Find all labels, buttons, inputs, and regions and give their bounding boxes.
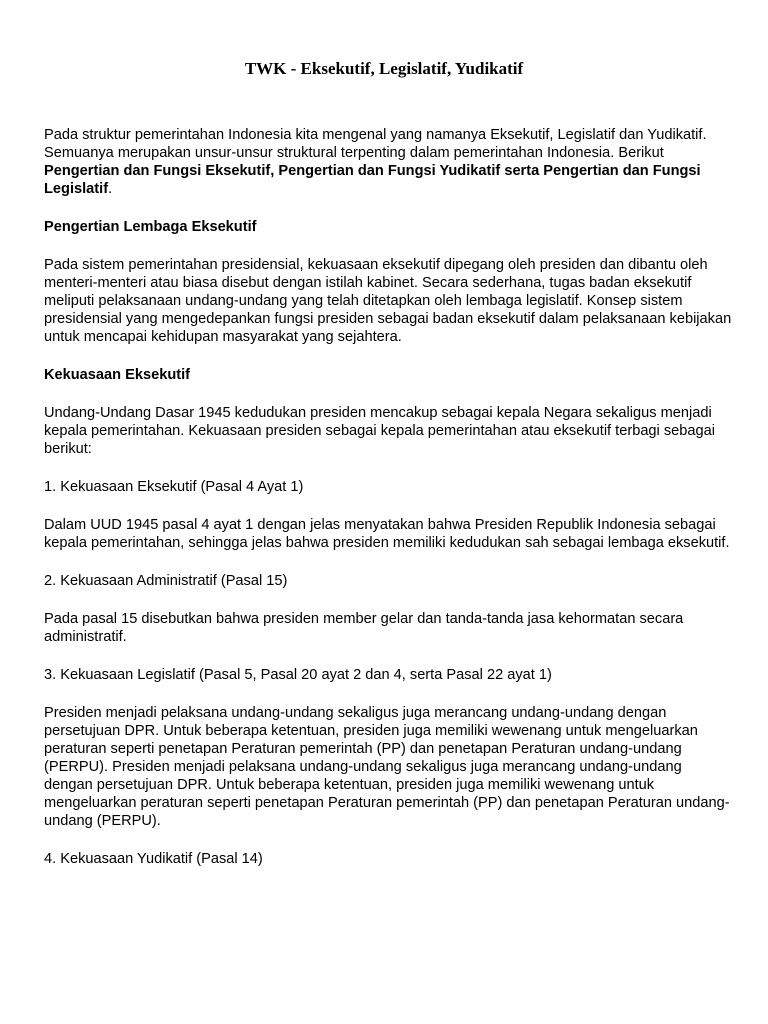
list-item-title-1: 1. Kekuasaan Eksekutif (Pasal 4 Ayat 1)	[44, 479, 304, 495]
list-item-title-3: 3. Kekuasaan Legislatif (Pasal 5, Pasal 20 ayat 2 dan 4, serta Pasal 22 ayat 1)	[44, 667, 552, 683]
section-heading-kekuasaan: Kekuasaan Eksekutif	[44, 367, 191, 383]
intro-paragraph	[44, 126, 734, 198]
list-item-text-3: Presiden menjadi pelaksana undang-undang sekaligus juga merancang undang-undang dengan persetujuan DPR. Untuk beberapa ketentuan, presiden juga memiliki wewenang untuk mengeluarkan peraturan seperti penetapan Peraturan pemerintah (PP) dan penetapan Peraturan undang-undang (PERPU). Presiden menjadi pelaksana undang-undang sekaligus juga merancang undang-undang dengan persetujuan DPR. Untuk beberapa ketentuan, presiden juga memiliki wewenang untuk mengeluarkan peraturan seperti penetapan Peraturan pemerintah (PP) dan penetapan Peraturan undang-undang (PERPU).	[44, 705, 730, 829]
list-item-text-2: Pada pasal 15 disebutkan bahwa presiden member gelar dan tanda-tanda jasa kehormatan secara administratif.	[44, 611, 684, 645]
page-title: TWK - Eksekutif, Legislatif, Yudikatif	[244, 59, 524, 78]
list-item-text-1: Dalam UUD 1945 pasal 4 ayat 1 dengan jelas menyatakan bahwa Presiden Republik Indonesia sebagai kepala pemerintahan, sehingga jelas bahwa presiden memiliki kedudukan sah sebagai lembaga eksekutif.	[44, 517, 730, 551]
intro-bold-text: Pengertian dan Fungsi Eksekutif, Pengertian dan Fungsi Yudikatif serta Pengertian dan Fungsi Legislatif	[44, 163, 701, 197]
paragraph-kekuasaan: Undang-Undang Dasar 1945 kedudukan presiden mencakup sebagai kepala Negara sekaligus menjadi kepala pemerintahan. Kekuasaan presiden sebagai kepala pemerintahan atau eksekutif terbagi sebagai berikut:	[44, 405, 715, 457]
intro-text: Pada struktur pemerintahan Indonesia kita mengenal yang namanya Eksekutif, Legislatif dan Yudikatif. Semuanya merupakan unsur-unsur struktural terpenting dalam pemerintahan Indonesia. Berikut	[44, 127, 707, 161]
list-item-title-2: 2. Kekuasaan Administratif (Pasal 15)	[44, 573, 288, 589]
list-item-title-4: 4. Kekuasaan Yudikatif (Pasal 14)	[44, 851, 263, 867]
document-body	[44, 126, 734, 868]
intro-text-end: .	[108, 181, 113, 197]
paragraph-pengertian: Pada sistem pemerintahan presidensial, kekuasaan eksekutif dipegang oleh presiden dan dibantu oleh menteri-menteri atau biasa disebut dengan istilah kabinet. Secara sederhana, tugas badan eksekutif meliputi pelaksanaan undang-undang yang telah ditetapkan oleh lembaga legislatif. Konsep sistem presidensial yang mengedepankan fungsi presiden sebagai badan eksekutif dalam pelaksanaan kebijakan untuk mencapai kehidupan masyarakat yang sejahtera.	[44, 257, 732, 345]
section-heading-pengertian: Pengertian Lembaga Eksekutif	[44, 219, 257, 235]
